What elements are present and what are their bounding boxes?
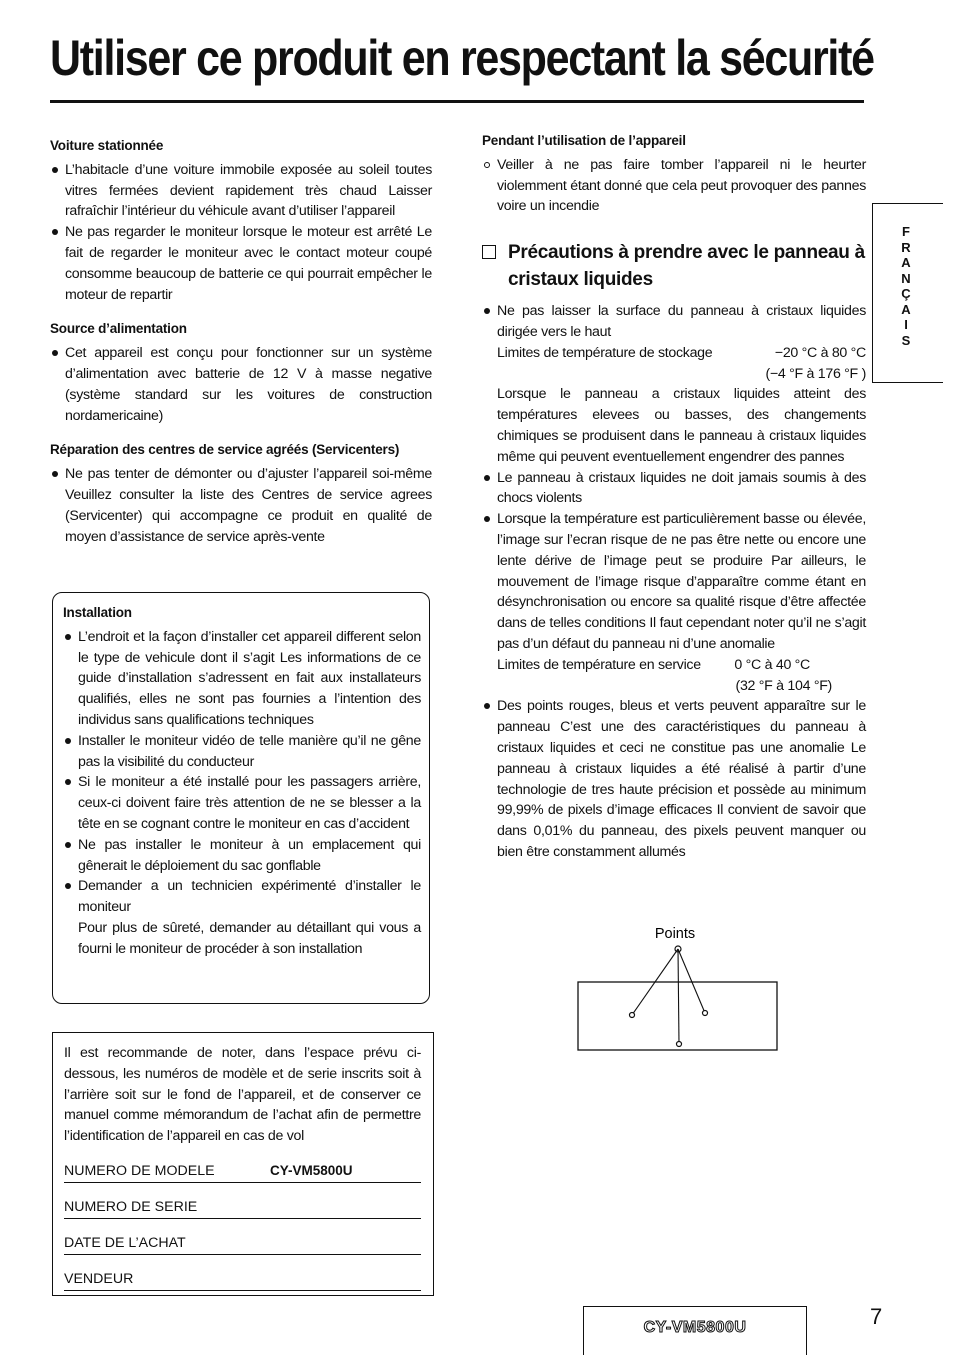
list-item: Cet appareil est conçu pour fonctionner sur un système d’alimentation avec batterie de 12 V à masse negative (système standard sur les voitures de construction nordamericaine) — [50, 343, 432, 426]
list-item: Ne pas tenter de démonter ou d’ajuster l’appareil soi-même Veuillez consulter la liste des Centres de service agrees (Servicenter) qui accompagne ce produit en qualité de moyen d’assistance de service après-vente — [50, 464, 432, 547]
record-label: DATE DE L’ACHAT — [64, 1234, 186, 1251]
point-bottom — [677, 1042, 682, 1047]
tab-letter: Ç — [901, 286, 911, 301]
list-parked-car — [50, 160, 432, 306]
list-item-text: Demander a un technicien expérimenté d’installer le moniteur — [78, 878, 421, 916]
language-tab — [872, 203, 943, 383]
subsection-lcd — [482, 239, 866, 293]
list-usage — [482, 155, 866, 217]
tab-letter: R — [901, 239, 911, 255]
diagram-label: Points — [654, 926, 696, 942]
list-item: Si le moniteur a été installé pour les passagers arrière, ceux-ci doivent faire très attention de ne se blesser a la tête en se cognant contre le moniteur en cas d’accident — [63, 772, 421, 834]
record-row-seller[interactable] — [64, 1268, 421, 1291]
list-repair — [50, 464, 432, 547]
title-rule — [50, 100, 864, 103]
tab-letter: A — [901, 301, 911, 317]
right-column — [482, 131, 866, 877]
tab-letter: A — [901, 255, 911, 270]
list-item-text: Lorsque la température est particulièrement basse ou élevée, l’image sur l’ecran risque de ne pas être nette ou encore une lente dérive de l’image peut se produire Par ailleurs, le mouvement de l’image risque d’apparaître comme étant en désynchronisation ou encore sa qualité risque d’être affectée dans de telles conditions Il faut cependant noter qu’il ne s’agit pas d’un défaut du panneau ni d’une anomalie — [497, 511, 866, 652]
list-item: Veiller à ne pas faire tomber l’appareil ni le heurter violemment étant donné que cela peut provoquer des pannes voire un incendie — [482, 155, 866, 217]
record-intro: Il est recommande de noter, dans l’espace prévu ci-dessous, les numéros de modèle et de serie inscrits soit à l’arrière soit sur le fond de l’appareil, et de conserver ce manuel comme mémorandum de l’achat afin de permettre l’identification de l’appareil en cas de vol — [64, 1045, 421, 1145]
page-title: Utiliser ce produit en respectant la sécurité — [50, 30, 874, 86]
storage-fahrenheit: (−4 °F à 176 °F ) — [765, 365, 866, 382]
square-icon — [482, 245, 496, 259]
service-temp-row — [497, 655, 866, 676]
record-label: NUMERO DE SERIE — [64, 1198, 198, 1215]
record-row-model — [64, 1160, 421, 1183]
list-item: Ne pas installer le moniteur à un emplacement qui gênerait le déploiement du sac gonflable — [63, 835, 421, 877]
footer-model: CY-VM5800U — [643, 1319, 747, 1336]
record-label: NUMERO DE MODELE — [64, 1162, 215, 1179]
screen-rect — [578, 982, 777, 1050]
record-row-date[interactable] — [64, 1232, 421, 1255]
list-item-text: Ne pas laisser la surface du panneau à cristaux liquides dirigée vers le haut — [497, 303, 866, 340]
list-item — [63, 876, 421, 959]
installation-extra: Pour plus de sûreté, demander au détaillant qui vous a fourni le moniteur de procéder à son installation — [78, 919, 421, 957]
storage-note: Lorsque le panneau a cristaux liquides atteint des températures elevees ou basses, des changements chimiques se produisent dans le panneau à cristaux liquides même qui peuvent eventuellement engendrer des pannes — [497, 386, 866, 465]
heading-usage: Pendant l’utilisation de l’appareil — [482, 133, 686, 148]
record-box — [52, 1032, 434, 1296]
leader-line — [678, 949, 705, 1013]
points-diagram — [560, 918, 800, 1058]
point-left — [630, 1013, 635, 1018]
heading-installation: Installation — [63, 605, 132, 620]
heading-power-source: Source d’alimentation — [50, 321, 187, 337]
record-row-serial[interactable] — [64, 1196, 421, 1219]
list-item — [482, 301, 866, 467]
service-fahrenheit: (32 °F à 104 °F) — [735, 677, 832, 694]
storage-temp-row — [497, 343, 866, 364]
service-celsius: 0 °C à 40 °C — [734, 656, 810, 673]
service-label: Limites de température en service — [497, 656, 701, 673]
record-value: CY-VM5800U — [270, 1162, 353, 1178]
list-item: Le panneau à cristaux liquides ne doit jamais soumis à des chocs violents — [482, 468, 866, 510]
tab-letter: N — [901, 270, 911, 286]
heading-repair: Réparation des centres de service agréés (Servicenters) — [50, 442, 400, 458]
tab-letter: F — [902, 224, 910, 239]
list-installation — [63, 627, 421, 960]
list-item: Ne pas regarder le moniteur lorsque le moteur est arrêté Le fait de regarder le moniteur avec le contact moteur coupé consomme beaucoup de batterie ce qui pourrait empêcher le moteur de repartir — [50, 222, 432, 305]
list-item: L’endroit et la façon d’installer cet appareil different selon le type de vehicule dont il s’agit Les informations de ce guide d’installation s’adressent en fait aux installateurs qualifiés, elles ne sont pas fournies a l’intention des individus sans qualifications techniques — [63, 627, 421, 731]
storage-celsius: −20 °C à 80 °C — [774, 344, 866, 361]
language-tab-letters — [891, 224, 921, 348]
list-item: Installer le moniteur vidéo de telle manière qu’il ne gêne pas la visibilité du conducteur — [63, 731, 421, 773]
tab-letter: S — [901, 332, 911, 348]
storage-label: Limites de température de stockage — [497, 344, 713, 361]
list-lcd — [482, 301, 866, 863]
heading-parked-car: Voiture stationnée — [50, 138, 164, 153]
list-power-source — [50, 343, 432, 426]
list-item — [482, 509, 866, 696]
record-label: VENDEUR — [64, 1270, 134, 1287]
point-right — [703, 1011, 708, 1016]
list-item: L’habitacle d’une voiture immobile exposée au soleil toutes vitres fermées devient rapidement très chaud Laisser rafraîchir l’intérieur du véhicule avant d’utiliser l’appareil — [50, 160, 432, 222]
footer-model-box — [583, 1306, 807, 1355]
tab-letter: I — [904, 317, 908, 332]
page-number: 7 — [870, 1304, 883, 1329]
left-column — [50, 136, 432, 561]
subsection-title: Précautions à prendre avec le panneau à cristaux liquides — [508, 242, 865, 291]
installation-box — [52, 592, 430, 1004]
leader-line — [678, 949, 679, 1044]
list-item: Des points rouges, bleus et verts peuvent apparaître sur le panneau C’est une des caractéristiques du panneau à cristaux liquides et ceci ne constitue pas une anomalie Le panneau à cristaux liquides a été réalisé à partir d’une technologie de tres haute précision et possède au minimum 99,99% de pixels d’image efficaces Il convient de savoir que dans 0,01% du panneau, des pixels peuvent manquer ou bien être constamment allumés — [482, 696, 866, 862]
